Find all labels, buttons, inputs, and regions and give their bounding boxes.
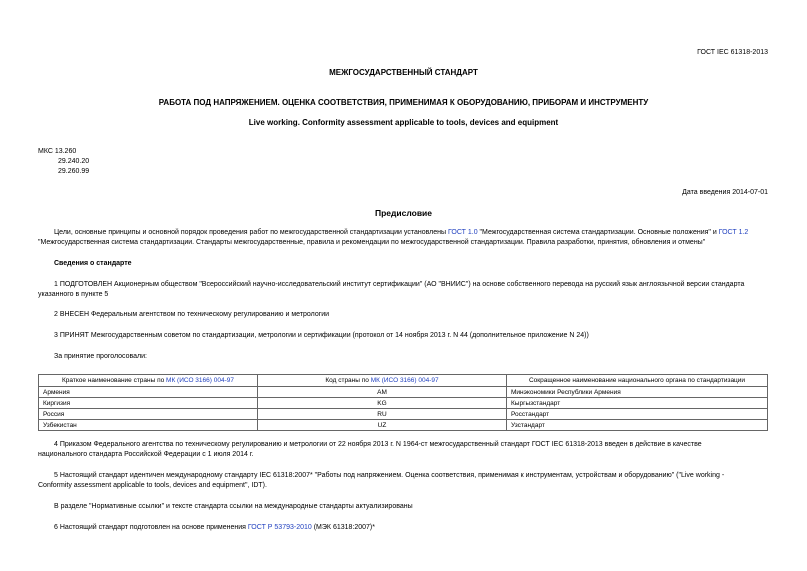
preface-paragraph-line2: "Межгосударственная система стандартизации. Стандарты межгосударственные, правила и рекомендации по межгосударственной стандартизации. Правила разработки, принятия, обновления и отмены" (38, 239, 706, 246)
code-cell: KG (258, 398, 507, 409)
gost-1-2-link[interactable]: ГОСТ 1.2 (718, 229, 749, 236)
body-cell: Узстандарт (507, 420, 768, 431)
info-item-4: 4 Приказом Федерального агентства по техническому регулированию и метрологии от 22 ноября 2013 г. N 1964-ст межгосударственный стандарт ГОСТ IEC 61318-2013 введен в действие в качестве (54, 441, 702, 448)
mks-code: 29.240.20 (58, 158, 90, 165)
mk-iso-3166-link[interactable]: МК (ИСО 3166) 004-97 (370, 377, 439, 384)
mk-iso-3166-link[interactable]: МК (ИСО 3166) 004-97 (166, 377, 234, 384)
info-item-4-line2: национального стандарта Российской Федерации с 1 июля 2014 г. (38, 451, 254, 458)
country-cell: Россия (39, 409, 258, 420)
gost-1-0-link[interactable]: ГОСТ 1.0 (447, 229, 478, 236)
body-cell: Минэкономики Республики Армения (507, 387, 768, 398)
standard-type: МЕЖГОСУДАРСТВЕННЫЙ СТАНДАРТ (329, 68, 478, 77)
intro-date: Дата введения 2014-07-01 (682, 189, 768, 196)
voted-label: За принятие проголосовали: (54, 353, 147, 360)
info-item-1: 1 ПОДГОТОВЛЕН Акционерным обществом "Всероссийский научно-исследовательский институт сертификации" (АО "ВНИИС") на основе собственного перевода на русский язык англоязычной версии стандарта (54, 281, 745, 288)
country-cell: Армения (39, 387, 258, 398)
code-cell: AM (258, 387, 507, 398)
info-item-1-line2: указанного в пункте 5 (38, 291, 109, 298)
gost-r-53793-link[interactable]: ГОСТ Р 53793-2010 (247, 524, 312, 531)
code-cell: UZ (258, 420, 507, 431)
preface-heading: Предисловие (374, 208, 433, 218)
info-item-5-line2: Conformity assessment applicable to tools, devices and equipment", IDT). (38, 482, 267, 489)
body-cell: Кыргызстандарт (507, 398, 768, 409)
info-item-6: 6 Настоящий стандарт подготовлен на основе применения ГОСТ Р 53793-2010 (МЭК 61318:2007)* (54, 524, 375, 531)
country-cell: Киргизия (39, 398, 258, 409)
code-cell: RU (258, 409, 507, 420)
info-heading: Сведения о стандарте (54, 260, 132, 267)
table-header-cell: Сокращенное наименование национального органа по стандартизации (507, 375, 768, 387)
mks-code: 29.260.99 (58, 168, 90, 175)
table-row (39, 420, 768, 431)
title-en: Live working. Conformity assessment applicable to tools, devices and equipment (248, 118, 559, 127)
refs-note: В разделе "Нормативные ссылки" и тексте стандарта ссылки на международные стандарты актуализированы (54, 503, 413, 510)
doc-code: ГОСТ IEC 61318-2013 (697, 49, 768, 56)
title-ru: РАБОТА ПОД НАПРЯЖЕНИЕМ. ОЦЕНКА СООТВЕТСТВИЯ, ПРИМЕНИМАЯ К ОБОРУДОВАНИЮ, ПРИБОРАМ И ИНСТРУМЕНТУ (158, 98, 649, 107)
country-cell: Узбекистан (39, 420, 258, 431)
table-header-cell: Код страны по МК (ИСО 3166) 004-97 (258, 375, 507, 387)
info-item-5: 5 Настоящий стандарт идентичен международному стандарту IEC 61318:2007* "Работы под напряжением. Оценка соответствия, применимая к инструментам, устройствам и оборудованию" ("Live working - (54, 472, 725, 479)
mks-code: МКС 13.260 (38, 148, 77, 155)
table-header-cell: Краткое наименование страны по МК (ИСО 3166) 004-97 (39, 375, 258, 387)
info-item-2: 2 ВНЕСЕН Федеральным агентством по техническому регулированию и метрологии (54, 311, 330, 318)
table-row (39, 409, 768, 420)
body-cell: Росстандарт (507, 409, 768, 420)
table-row (39, 398, 768, 409)
info-item-3: 3 ПРИНЯТ Межгосударственным советом по стандартизации, метрологии и сертификации (протокол от 14 ноября 2013 г. N 44 (дополнительное приложение N 24)) (54, 332, 589, 339)
table-row (39, 387, 768, 398)
table-header-row (39, 375, 768, 387)
preface-paragraph: Цели, основные принципы и основной порядок проведения работ по межгосударственной стандартизации установлены ГОСТ 1.0 "Межгосударственная система стандартизации. Основные положения" и ГОСТ 1.2 (54, 229, 749, 236)
states-table (38, 374, 768, 431)
